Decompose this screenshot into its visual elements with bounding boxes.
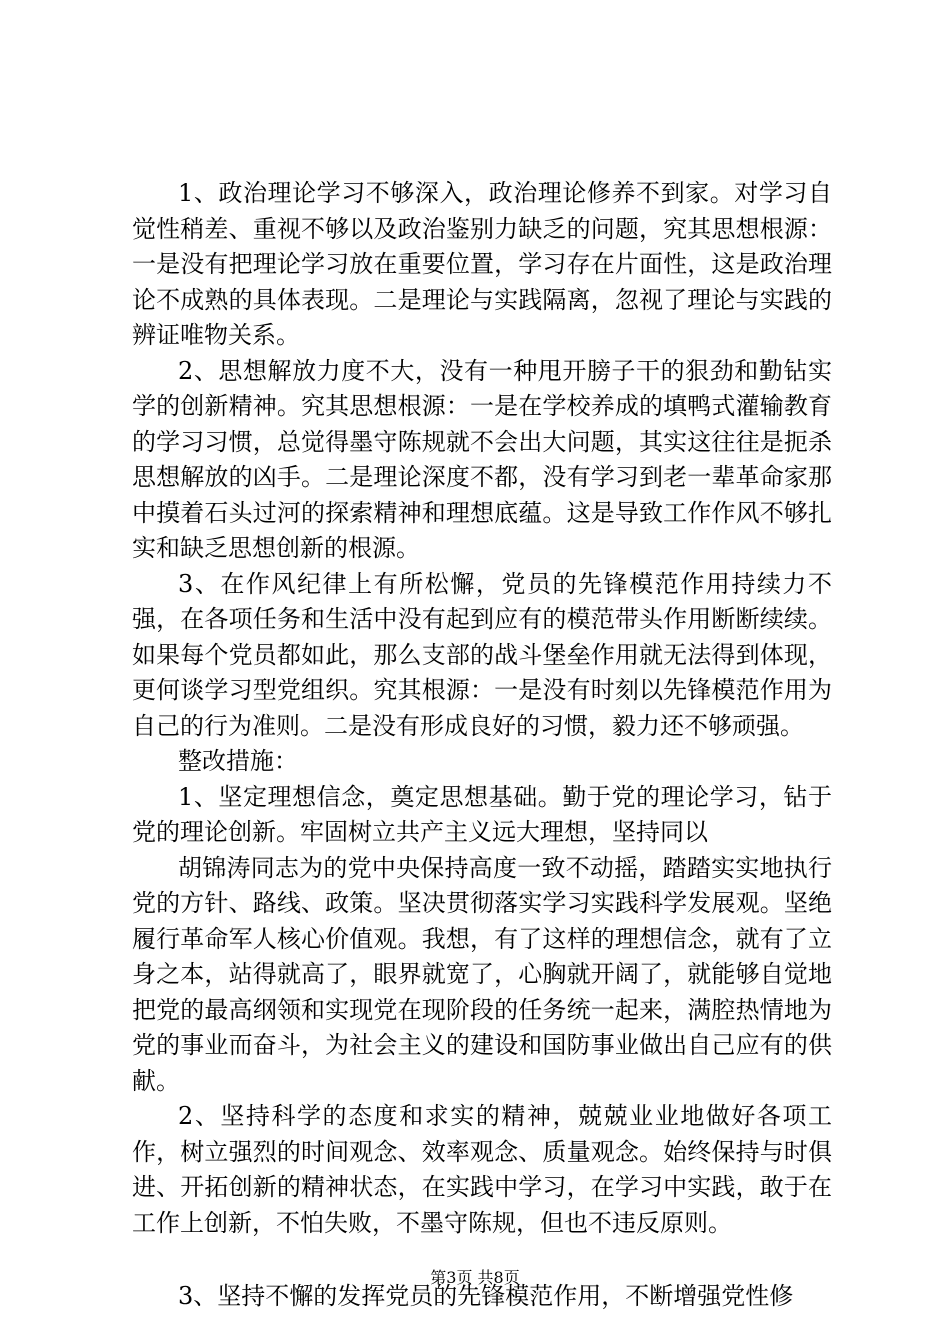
page-number-footer: 第3页 共8页 [430, 1268, 520, 1287]
paragraph-measure-3: 3、坚持不懈的发挥党员的先锋模范作用，不断增强党性修 [178, 1282, 794, 1310]
paragraph-problem-2: 2、思想解放力度不大，没有一种甩开膀子干的狠劲和勤钻实学的创新精神。究其思想根源：一是在学校养成的填鸭式灌输教育的学习习惯，总觉得墨守陈规就不会出大问题，其实这往往是扼杀思想解放的凶手。二是理论深度不都，没有学习到老一辈革命家那中摸着石头过河的探索精神和理想底蕴。这是导致工作作风不够扎实和缺乏思想创新的根源。 [132, 356, 832, 562]
paragraph-measure-1-continued: 胡锦涛同志为的党中央保持高度一致不动摇，踏踏实实地执行党的方针、路线、政策。坚决贯彻落实学习实践科学发展观。坚绝履行革命军人核心价值观。我想，有了这样的理想信念，就有了立身之本，站得就高了，眼界就宽了，心胸就开阔了，就能够自觉地把党的最高纲领和实现党在现阶段的任务统一起来，满腔热情地为党的事业而奋斗，为社会主义的建设和国防事业做出自己应有的供献。 [132, 853, 832, 1095]
paragraph-measure-2: 2、坚持科学的态度和求实的精神，兢兢业业地做好各项工作，树立强烈的时间观念、效率观念、质量观念。始终保持与时俱进、开拓创新的精神状态，在实践中学习，在学习中实践，敢于在工作上创新，不怕失败，不墨守陈规，但也不违反原则。 [132, 1102, 832, 1237]
paragraph-measure-1: 1、坚定理想信念，奠定思想基础。勤于党的理论学习，钻于党的理论创新。牢固树立共产主义远大理想，坚持同以 [132, 782, 832, 846]
section-heading-measures: 整改措施： [178, 747, 298, 775]
paragraph-problem-1: 1、政治理论学习不够深入，政治理论修养不到家。对学习自觉性稍差、重视不够以及政治鉴别力缺乏的问题，究其思想根源：一是没有把理论学习放在重要位置，学习存在片面性，这是政治理论不成熟的具体表现。二是理论与实践隔离，忽视了理论与实践的辨证唯物关系。 [132, 179, 832, 349]
paragraph-problem-3: 3、在作风纪律上有所松懈，党员的先锋模范作用持续力不强，在各项任务和生活中没有起到应有的模范带头作用断断续续。如果每个党员都如此，那么支部的战斗堡垒作用就无法得到体现，更何谈学习型党组织。究其根源：一是没有时刻以先锋模范作用为自己的行为准则。二是没有形成良好的习惯，毅力还不够顽强。 [132, 569, 832, 740]
document-body [132, 176, 832, 1315]
